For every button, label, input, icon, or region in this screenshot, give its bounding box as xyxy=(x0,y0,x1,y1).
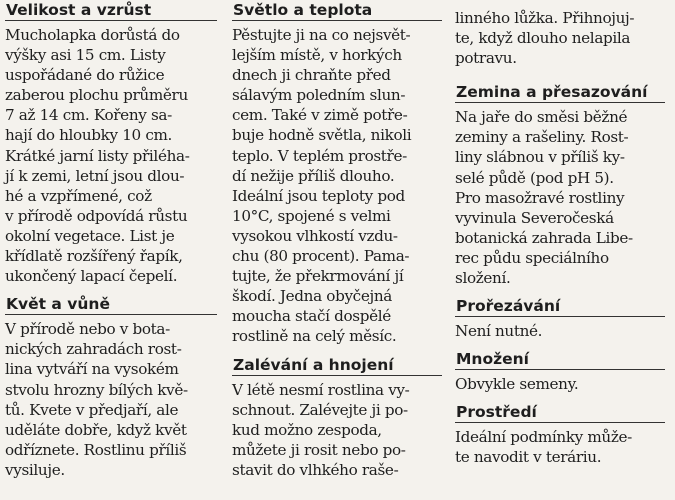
section-text: Mucholapka dorůstá do výšky asi 15 cm. Listy uspořádané do růžice zaberou plochu průměru 7 až 14 cm. Kořeny sa- hají do hloubky 10 cm. Krátké jarní listy přiléha- jí k zemi, letní jsou dlou- hé a vzpřímené, což v přírodě odpovídá růstu okolní vegetace. List je křídlatě rozšířený řapík, ukončený lapací čepelí. xyxy=(5,26,190,286)
section-heading: Prostředí xyxy=(455,402,665,423)
section-environment xyxy=(455,402,665,467)
continued-text: linného lůžka. Přihnojuj- te, když dlouho nelapila potravu. xyxy=(455,9,635,68)
section-text: V létě nesmí rostlina vy- schnout. Zalévejte ji po- kud možno zespoda, můžete ji rosit nebo po- stavit do vlhkého raše- xyxy=(232,380,410,479)
section-size-growth xyxy=(5,0,217,286)
section-light-temperature xyxy=(232,0,442,347)
section-text: Na jaře do směsi běžné zeminy a rašeliny. Rost- liny slábnou v příliš ky- selé půdě (pod pH 5). Pro masožravé rostliny vyvinula Severočeská botanická zahrada Libe- rec půdu speciálního složení. xyxy=(455,108,633,288)
column-1 xyxy=(5,0,217,480)
section-heading: Množení xyxy=(455,349,665,370)
section-heading: Prořezávání xyxy=(455,296,665,317)
section-heading: Květ a vůně xyxy=(5,294,217,315)
section-heading: Zemina a přesazování xyxy=(455,82,665,103)
section-text: Ideální podmínky může- te navodit v teráriu. xyxy=(455,428,632,467)
section-soil-repotting xyxy=(455,82,665,288)
section-text: V přírodě nebo v bota- nických zahradách rost- lina vytváří na vysokém stvolu hrozny bílých kvě- tů. Kvete v předjaří, ale uděláte dobře, když květ odříznete. Rostlinu příliš vysiluje. xyxy=(5,320,188,479)
section-heading: Velikost a vzrůst xyxy=(5,0,217,21)
section-heading: Zalévání a hnojení xyxy=(232,355,442,376)
column-2 xyxy=(232,0,442,480)
section-text: Obvykle semeny. xyxy=(455,375,579,394)
section-heading: Světlo a teplota xyxy=(232,0,442,21)
section-pruning xyxy=(455,296,665,341)
section-text: Pěstujte ji na co nejsvět- lejším místě, v horkých dnech ji chraňte před sálavým poledním slun- cem. Také v zimě potře- buje hodně světla, nikoli teplo. V teplém prostře- dí nežije příliš dlouho. Ideální jsou teploty pod 10°C, spojené s velmi vysokou vlhkostí vzdu- chu (80 procent). Pama- tujte, že překrmování jí škodí. Jedna obyčejná moucha stačí dospělé rostlině na celý měsíc. xyxy=(232,26,412,346)
section-flower-scent xyxy=(5,294,217,480)
section-text: Není nutné. xyxy=(455,322,543,341)
column-3 xyxy=(455,0,665,468)
section-propagation xyxy=(455,349,665,394)
section-watering-fertilizing xyxy=(232,355,442,480)
